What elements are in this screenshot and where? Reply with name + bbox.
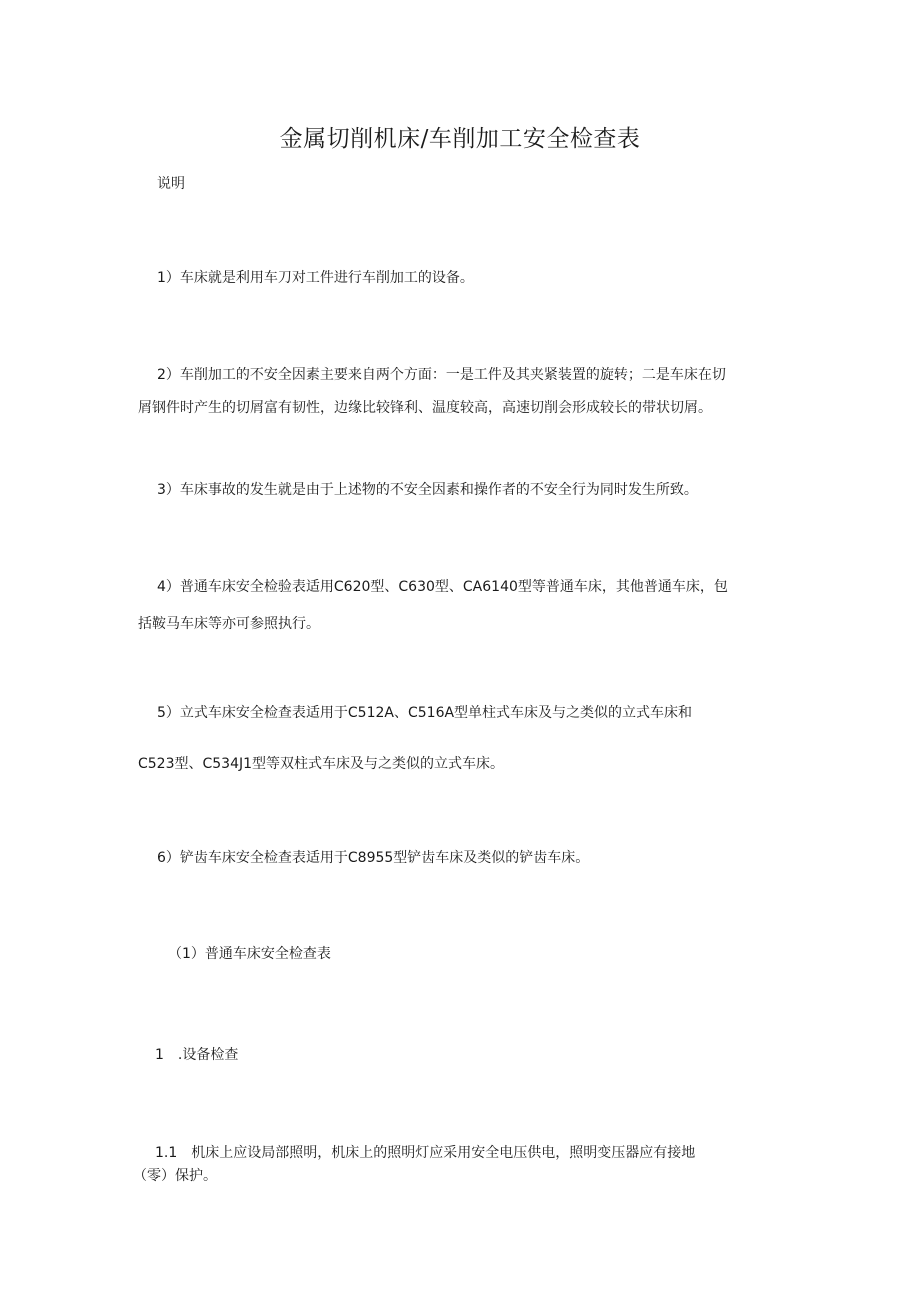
- paragraph-2-line-2: 屑钢件时产生的切屑富有韧性，边缘比较锋利、温度较高，高速切削会形成较长的带状切屑。: [138, 400, 712, 416]
- paragraph-2-line-1: 2）车削加工的不安全因素主要来自两个方面：一是工件及其夹紧装置的旋转；二是车床在切: [157, 367, 726, 383]
- paragraph-6: 6）铲齿车床安全检查表适用于C8955型铲齿车床及类似的铲齿车床。: [157, 850, 590, 866]
- subsection-heading: （1）普通车床安全检查表: [168, 946, 331, 962]
- paragraph-5-line-2: C523型、C534J1型等双柱式车床及与之类似的立式车床。: [138, 756, 505, 772]
- paragraph-3: 3）车床事故的发生就是由于上述物的不安全因素和操作者的不安全行为同时发生所致。: [157, 482, 698, 498]
- paragraph-5-line-1: 5）立式车床安全检查表适用于C512A、C516A型单柱式车床及与之类似的立式车床和: [157, 705, 693, 721]
- note-heading: 说明: [157, 176, 185, 192]
- clause-1-1-line-1: 1.1 机床上应设局部照明，机床上的照明灯应采用安全电压供电，照明变压器应有接地: [155, 1145, 696, 1161]
- paragraph-4-line-1: 4）普通车床安全检验表适用C620型、C630型、CA6140型等普通车床，其他普通车床，包: [157, 579, 728, 595]
- page-title: 金属切削机床/车削加工安全检查表: [279, 126, 641, 152]
- section-1-heading: 1 .设备检查: [155, 1047, 239, 1063]
- clause-1-1-line-2: （零）保护。: [133, 1168, 217, 1184]
- paragraph-1: 1）车床就是利用车刀对工件进行车削加工的设备。: [157, 270, 474, 286]
- paragraph-4-line-2: 括鞍马车床等亦可参照执行。: [138, 616, 320, 632]
